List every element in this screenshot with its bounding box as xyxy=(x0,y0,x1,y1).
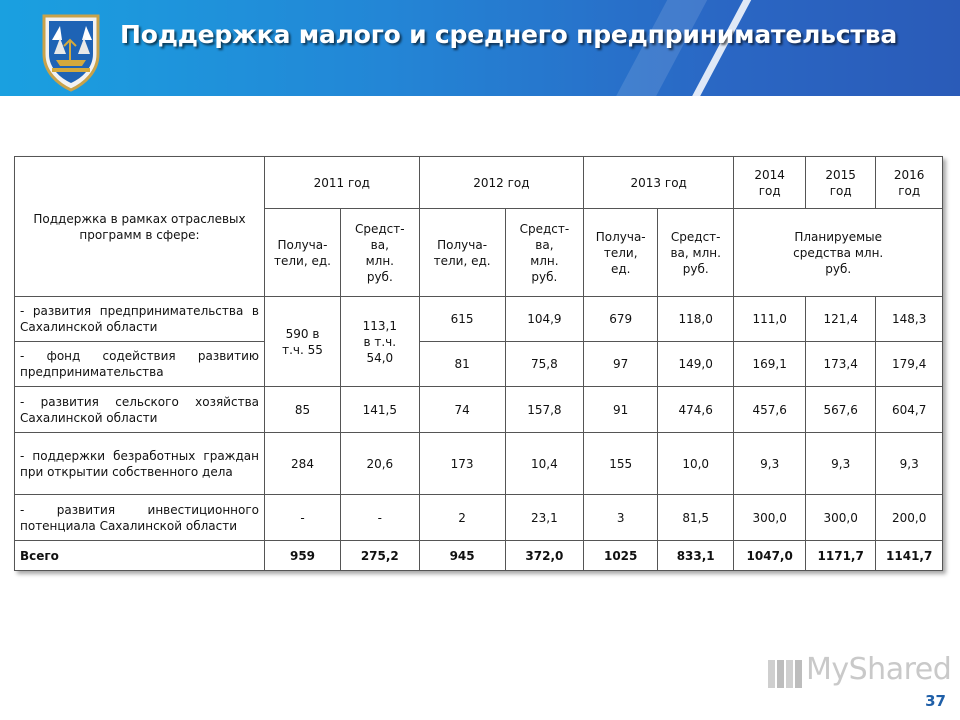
subheader-funds: Средст-ва, млн. руб. xyxy=(505,209,584,297)
sakhalin-crest-icon xyxy=(38,10,104,92)
total-cell: 275,2 xyxy=(341,541,420,571)
subheader-recipients: Получа-тели, ед. xyxy=(584,209,658,297)
table-total-row xyxy=(15,541,943,571)
total-cell: 833,1 xyxy=(658,541,734,571)
cell: 10,0 xyxy=(658,433,734,495)
cell: 169,1 xyxy=(734,342,806,387)
cell: 81 xyxy=(419,342,505,387)
merged-funds-2011: 113,1 в т.ч. 54,0 xyxy=(341,297,420,387)
cell: 9,3 xyxy=(876,433,943,495)
cell: 10,4 xyxy=(505,433,584,495)
cell: 85 xyxy=(265,387,341,433)
total-cell: 1171,7 xyxy=(806,541,876,571)
cell: 148,3 xyxy=(876,297,943,342)
cell: 179,4 xyxy=(876,342,943,387)
subheader-funds: Средст-ва, млн. руб. xyxy=(658,209,734,297)
row-label: - развития предпринимательства в Сахалинской области xyxy=(15,297,265,342)
subheader-planned: Планируемые средства млн. руб. xyxy=(734,209,943,297)
header-banner xyxy=(0,0,960,96)
page-number: 37 xyxy=(925,692,946,710)
page-title: Поддержка малого и среднего предпринимательства xyxy=(120,20,897,49)
total-cell: 1025 xyxy=(584,541,658,571)
total-cell: 372,0 xyxy=(505,541,584,571)
subheader-recipients: Получа-тели, ед. xyxy=(419,209,505,297)
total-cell: 1141,7 xyxy=(876,541,943,571)
support-table-wrapper xyxy=(14,156,943,571)
total-cell: 959 xyxy=(265,541,341,571)
year-2015-header: 2015 год xyxy=(806,157,876,209)
table-row xyxy=(15,342,943,387)
cell: 9,3 xyxy=(734,433,806,495)
table-row xyxy=(15,297,943,342)
cell: 141,5 xyxy=(341,387,420,433)
cell: 200,0 xyxy=(876,495,943,541)
subheader-funds: Средст-ва, млн. руб. xyxy=(341,209,420,297)
table-row xyxy=(15,387,943,433)
cell: 615 xyxy=(419,297,505,342)
cell: 157,8 xyxy=(505,387,584,433)
total-cell: 1047,0 xyxy=(734,541,806,571)
total-cell: 945 xyxy=(419,541,505,571)
cell: 173,4 xyxy=(806,342,876,387)
cell: 20,6 xyxy=(341,433,420,495)
cell: 104,9 xyxy=(505,297,584,342)
total-label: Всего xyxy=(15,541,265,571)
merged-recipients-2011: 590 в т.ч. 55 xyxy=(265,297,341,387)
row-label: - фонд содействия развитию предпринимательства xyxy=(15,342,265,387)
cell: 567,6 xyxy=(806,387,876,433)
subheader-recipients: Получа-тели, ед. xyxy=(265,209,341,297)
cell: 457,6 xyxy=(734,387,806,433)
cell: 81,5 xyxy=(658,495,734,541)
table-row xyxy=(15,433,943,495)
table-row xyxy=(15,495,943,541)
myshared-logo-text: MyShared xyxy=(806,652,952,687)
cell: 97 xyxy=(584,342,658,387)
support-table xyxy=(14,156,943,571)
cell: 75,8 xyxy=(505,342,584,387)
row-label: - развития сельского хозяйства Сахалинской области xyxy=(15,387,265,433)
cell: 118,0 xyxy=(658,297,734,342)
cell: 604,7 xyxy=(876,387,943,433)
cell: 3 xyxy=(584,495,658,541)
cell: 23,1 xyxy=(505,495,584,541)
cell: 121,4 xyxy=(806,297,876,342)
cell: 111,0 xyxy=(734,297,806,342)
cell: 284 xyxy=(265,433,341,495)
cell: 2 xyxy=(419,495,505,541)
cell: - xyxy=(265,495,341,541)
cell: 300,0 xyxy=(806,495,876,541)
row-label: - поддержки безработных граждан при открытии собственного дела xyxy=(15,433,265,495)
cell: 149,0 xyxy=(658,342,734,387)
cell: 74 xyxy=(419,387,505,433)
cell: 679 xyxy=(584,297,658,342)
cell: 9,3 xyxy=(806,433,876,495)
row-label: - развития инвестиционного потенциала Сахалинской области xyxy=(15,495,265,541)
year-2014-header: 2014 год xyxy=(734,157,806,209)
cell: 300,0 xyxy=(734,495,806,541)
cell: 474,6 xyxy=(658,387,734,433)
cell: 91 xyxy=(584,387,658,433)
cell: 173 xyxy=(419,433,505,495)
cell: 155 xyxy=(584,433,658,495)
year-2011-header: 2011 год xyxy=(265,157,420,209)
year-2016-header: 2016 год xyxy=(876,157,943,209)
year-2013-header: 2013 год xyxy=(584,157,734,209)
corner-header-cell: Поддержка в рамках отраслевых программ в сфере: xyxy=(15,157,265,297)
cell: - xyxy=(341,495,420,541)
table-header-row xyxy=(15,157,943,209)
year-2012-header: 2012 год xyxy=(419,157,584,209)
